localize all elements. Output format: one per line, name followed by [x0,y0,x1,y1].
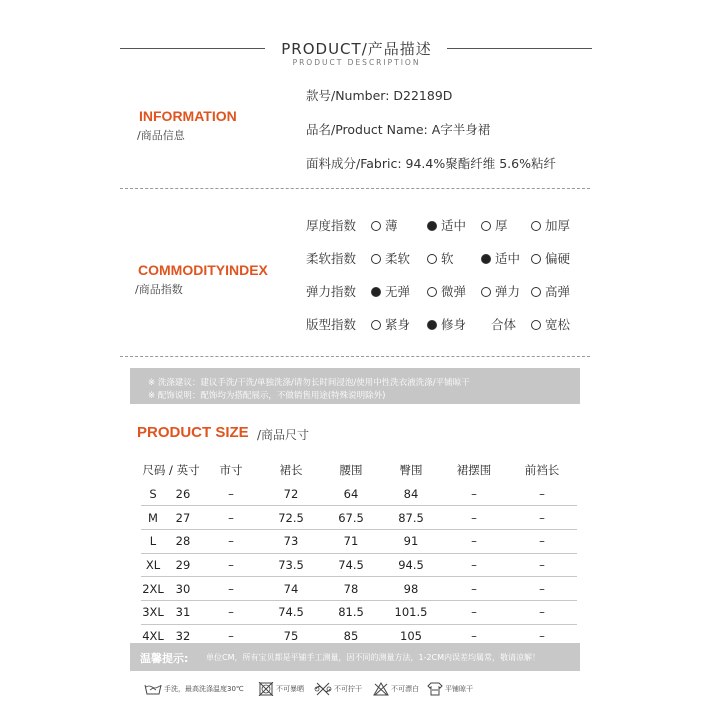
radio-empty-icon [481,221,491,231]
table-cell: 87.5 [381,506,441,530]
care-text: 不可拧干 [334,685,362,693]
option-text: 偏硬 [545,251,571,266]
table-cell: 74 [261,577,321,601]
index-option [531,216,570,234]
radio-empty-icon [481,287,491,297]
washing-notice [130,368,580,404]
table-cell: 2XL [141,577,165,601]
table-row [141,529,577,553]
table-cell: 73 [261,529,321,553]
index-option [427,216,466,234]
option-text: 微弹 [441,284,467,299]
table-cell: – [507,624,577,648]
table-cell: 26 [165,482,201,506]
table-cell: 30 [165,577,201,601]
table-cell: – [201,577,261,601]
table-cell: 32 [165,624,201,648]
option-text: 薄 [385,218,398,233]
table-cell: – [507,506,577,530]
table-cell: XL [141,553,165,577]
table-cell: 75 [261,624,321,648]
radio-empty-icon [427,254,437,264]
radio-empty-icon [371,254,381,264]
table-cell: – [441,600,507,624]
table-cell: 31 [165,600,201,624]
commodity-subtitle: /商品指数 [135,283,183,296]
column-header: 裙长 [279,463,303,477]
column-header: 臀围 [399,463,423,477]
care-item [258,682,304,702]
table-cell: 29 [165,553,201,577]
table-cell: – [201,482,261,506]
table-cell: 3XL [141,600,165,624]
care-item [373,682,419,702]
table-cell: 72.5 [261,506,321,530]
table-cell: 94.5 [381,553,441,577]
index-option [371,216,398,234]
table-cell: 67.5 [321,506,381,530]
table-row [141,482,577,506]
table-cell: 105 [381,624,441,648]
table-cell: – [201,529,261,553]
table-cell: 72 [261,482,321,506]
product-fabric: 面料成分/Fabric: 94.4%聚酯纤维 5.6%粘纤 [306,156,556,171]
radio-empty-icon [531,287,541,297]
column-header: 前裆长 [524,463,560,477]
divider [120,188,590,189]
index-label: 版型指数 [306,317,357,332]
option-text: 紧身 [385,317,411,332]
table-cell: 74.5 [261,600,321,624]
table-cell: – [441,482,507,506]
care-text: 手洗，最高洗涤温度30℃ [164,685,244,693]
table-cell: – [201,506,261,530]
care-item [314,682,362,702]
index-option [427,249,454,267]
page-subtitle: PRODUCT DESCRIPTION [292,58,421,67]
table-cell: 71 [321,529,381,553]
table-cell: – [441,577,507,601]
table-cell: – [441,506,507,530]
table-cell: 91 [381,529,441,553]
table-cell: 27 [165,506,201,530]
information-subtitle: /商品信息 [137,129,185,142]
flat-dry-icon [427,682,443,696]
table-row [141,600,577,624]
table-cell: 78 [321,577,381,601]
index-option [481,216,508,234]
commodity-title: COMMODITYINDEX [138,262,268,278]
table-cell: 64 [321,482,381,506]
care-text: 不可漂白 [391,685,419,693]
table-cell: 28 [165,529,201,553]
index-option [491,315,516,333]
radio-empty-icon [371,320,381,330]
option-text: 弹力 [495,284,521,299]
index-option [427,282,466,300]
index-option [427,315,466,333]
radio-empty-icon [427,287,437,297]
radio-filled-icon [481,254,491,264]
hand-wash-icon [144,682,162,696]
table-cell: 74.5 [321,553,381,577]
table-cell: L [141,529,165,553]
option-text: 修身 [441,317,467,332]
radio-filled-icon [371,287,381,297]
no-wring-icon [314,682,332,696]
index-label: 柔软指数 [306,251,357,266]
page-header [0,30,713,70]
option-text: 适中 [495,251,521,266]
accessory-note: ※ 配饰说明：配饰均为搭配展示，不做销售用途(特殊说明除外) [148,391,386,401]
index-option [481,249,520,267]
table-cell: – [201,624,261,648]
table-cell: – [507,482,577,506]
radio-empty-icon [531,254,541,264]
column-header: 腰围 [339,463,363,477]
tip-label: 温馨提示: [140,652,189,665]
option-text: 适中 [441,218,467,233]
care-text: 不可暴晒 [276,685,304,693]
size-subtitle: /商品尺寸 [257,428,310,442]
table-cell: 101.5 [381,600,441,624]
radio-filled-icon [427,221,437,231]
table-cell: – [201,553,261,577]
index-option [481,282,520,300]
product-number: 款号/Number: D22189D [306,88,453,103]
radio-empty-icon [371,221,381,231]
no-bleach-icon [373,682,389,696]
option-text: 柔软 [385,251,411,266]
washing-advice: ※ 洗涤建议：建议手洗/干洗/单独洗涤/请勿长时间浸泡/使用中性洗衣液洗涤/平铺晾干 [148,378,470,388]
table-row [141,506,577,530]
index-label: 弹力指数 [306,284,357,299]
option-text: 厚 [495,218,508,233]
table-cell: 84 [381,482,441,506]
option-text: 宽松 [545,317,571,332]
measurement-tip [130,643,580,671]
column-header: 尺码 / 英寸 [142,463,200,477]
option-text: 无弹 [385,284,411,299]
table-cell: – [507,553,577,577]
index-option [531,282,570,300]
table-cell: – [201,600,261,624]
care-text: 平铺晾干 [445,685,473,693]
column-header: 裙摆围 [456,463,492,477]
table-cell: 85 [321,624,381,648]
size-table [141,458,577,648]
product-name: 品名/Product Name: A字半身裙 [306,122,491,137]
table-cell: – [441,553,507,577]
information-title: INFORMATION [139,108,237,124]
index-option [531,315,570,333]
index-option [531,249,570,267]
table-cell: 73.5 [261,553,321,577]
index-option [371,315,410,333]
column-header: 市寸 [219,463,243,477]
no-tumble-dry-icon [258,682,274,696]
care-item [427,682,473,702]
care-item [144,682,244,702]
table-cell: – [441,624,507,648]
table-cell: – [507,577,577,601]
size-title: PRODUCT SIZE [137,424,249,441]
index-label: 厚度指数 [306,218,357,233]
table-cell: 98 [381,577,441,601]
index-option [371,282,410,300]
table-cell: M [141,506,165,530]
option-text: 软 [441,251,454,266]
page-title: PRODUCT/产品描述 [281,40,432,58]
table-cell: 81.5 [321,600,381,624]
table-row [141,577,577,601]
option-text: 高弹 [545,284,571,299]
table-cell: 4XL [141,624,165,648]
index-option [371,249,410,267]
radio-empty-icon [531,320,541,330]
table-cell: – [441,529,507,553]
size-table-header [141,458,577,482]
option-text: 合体 [491,317,517,332]
radio-filled-icon [427,320,437,330]
tip-text: 单位CM，所有宝贝都是平铺手工测量，因不同的测量方法，1-2CM内误差均属常，敬请凉解！ [206,653,541,662]
table-cell: – [507,600,577,624]
table-row [141,553,577,577]
table-cell: S [141,482,165,506]
table-cell: – [507,529,577,553]
option-text: 加厚 [545,218,571,233]
radio-empty-icon [531,221,541,231]
divider [120,356,590,357]
